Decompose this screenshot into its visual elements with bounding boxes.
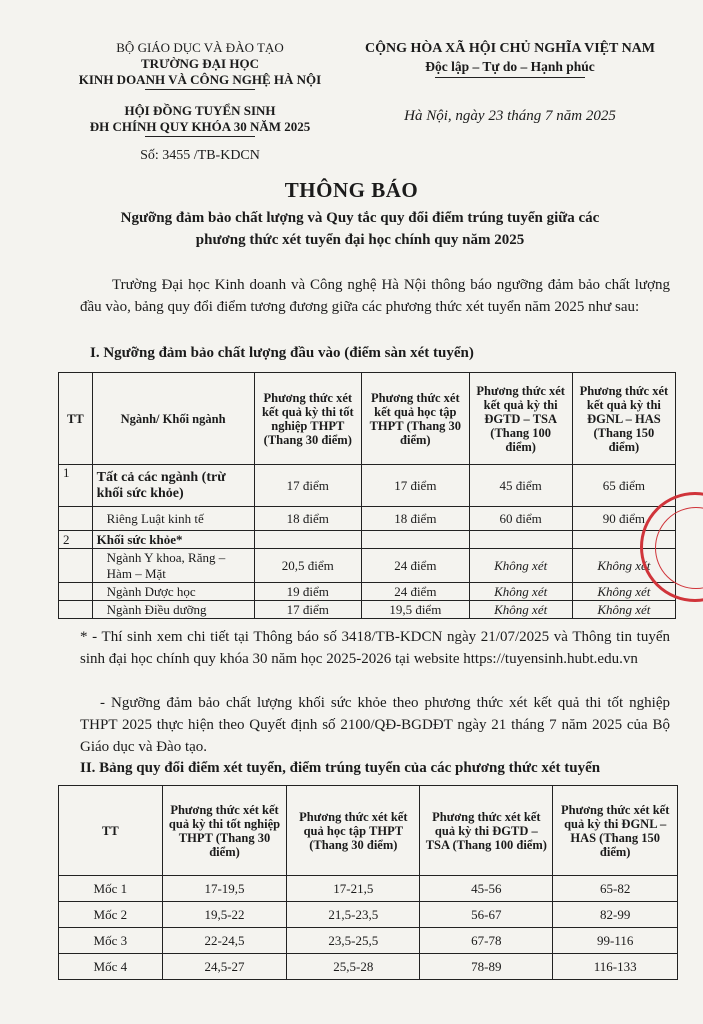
document-title: THÔNG BÁO [284, 178, 419, 202]
cell: 17 điểm [254, 465, 362, 507]
col-header: Phương thức xét kết quả kỳ thi tốt nghiệp THPT (Thang 30 điểm) [254, 373, 362, 465]
table-row [59, 928, 678, 954]
cell: 82-99 [553, 902, 678, 928]
cell: 24,5-27 [162, 954, 287, 980]
col-header: Phương thức xét kết quả kỳ thi ĐGNL – HAS (Thang 150 điểm) [553, 786, 678, 876]
table-row [59, 583, 676, 601]
national-motto: Độc lập – Tự do – Hạnh phúc [425, 59, 595, 74]
table-row [59, 507, 676, 531]
cell: 19,5-22 [162, 902, 287, 928]
cell: Ngành Điều dưỡng [92, 601, 254, 619]
cell: Ngành Dược học [92, 583, 254, 601]
document-number: Số: 3455 /TB-KDCN [140, 148, 260, 163]
cell: 17-21,5 [287, 876, 420, 902]
subtitle-line2: phương thức xét tuyển đại học chính quy năm 2025 [195, 232, 525, 248]
cell [59, 601, 93, 619]
cell: 45 điểm [469, 465, 572, 507]
ministry-name: BỘ GIÁO DỤC VÀ ĐÀO TẠO [116, 40, 284, 55]
cell: 78-89 [420, 954, 553, 980]
cell: Không xét [572, 601, 675, 619]
cell: 56-67 [420, 902, 553, 928]
cell: 45-56 [420, 876, 553, 902]
divider [435, 77, 585, 78]
place-date: Hà Nội, ngày 23 tháng 7 năm 2025 [404, 108, 616, 124]
cell [254, 531, 362, 549]
cell: 25,5-28 [287, 954, 420, 980]
cell: 67-78 [420, 928, 553, 954]
cell: Mốc 2 [59, 902, 163, 928]
table-row [59, 954, 678, 980]
cell: Không xét [469, 583, 572, 601]
cell: 65-82 [553, 876, 678, 902]
divider [145, 89, 255, 90]
cell: 24 điểm [362, 583, 470, 601]
cell: 17 điểm [254, 601, 362, 619]
col-header: Phương thức xét kết quả học tập THPT (Thang 30 điểm) [287, 786, 420, 876]
council-name-line1: HỘI ĐỒNG TUYỂN SINH [124, 103, 276, 118]
cell: 90 điểm [572, 507, 675, 531]
cell: Mốc 3 [59, 928, 163, 954]
cell: 22-24,5 [162, 928, 287, 954]
intro-paragraph: Trường Đại học Kinh doanh và Công nghệ Hà Nội thông báo ngưỡng đảm bảo chất lượng đầu vào, bảng quy đổi điểm tương đương giữa các phương thức xét tuyển năm 2025 như sau: [80, 277, 670, 315]
cell: 19,5 điểm [362, 601, 470, 619]
cell: 99-116 [553, 928, 678, 954]
cell: 1 [59, 465, 93, 507]
cell: 18 điểm [362, 507, 470, 531]
col-header: Phương thức xét kết quả kỳ thi ĐGTD – TSA (Thang 100 điểm) [469, 373, 572, 465]
col-header: TT [59, 786, 163, 876]
cell: 17 điểm [362, 465, 470, 507]
cell: 18 điểm [254, 507, 362, 531]
cell: 20,5 điểm [254, 549, 362, 583]
table-row [59, 601, 676, 619]
table-row [59, 549, 676, 583]
note-health: - Ngưỡng đảm bảo chất lượng khối sức khỏe theo phương thức xét kết quả thi tốt nghiệp THPT 2025 thực hiện theo Quyết định số 2100/QĐ-BGDĐT ngày 21 tháng 7 năm 2025 của Bộ Giáo dục và Đào tạo. [80, 695, 670, 755]
cell: Riêng Luật kinh tế [92, 507, 254, 531]
cell: Không xét [572, 549, 675, 583]
table-header-row [59, 786, 678, 876]
table-row [59, 531, 676, 549]
section2-title: II. Bảng quy đổi điểm xét tuyển, điểm trúng tuyển của các phương thức xét tuyển [80, 760, 601, 776]
cell: 24 điểm [362, 549, 470, 583]
cell [362, 531, 470, 549]
university-name-line1: TRƯỜNG ĐẠI HỌC [141, 56, 259, 71]
document-subtitle [80, 207, 640, 251]
cell [59, 507, 93, 531]
subtitle-line1: Ngưỡng đảm bảo chất lượng và Quy tắc quy đổi điểm trúng tuyển giữa các [120, 210, 600, 226]
cell: Khối sức khỏe* [92, 531, 254, 549]
table-row [59, 876, 678, 902]
cell: 17-19,5 [162, 876, 287, 902]
col-header: Ngành/ Khối ngành [92, 373, 254, 465]
col-header: Phương thức xét kết quả kỳ thi ĐGNL – HAS (Thang 150 điểm) [572, 373, 675, 465]
cell: Tất cả các ngành (trừ khối sức khỏe) [92, 465, 254, 507]
cell: 21,5-23,5 [287, 902, 420, 928]
cell: 19 điểm [254, 583, 362, 601]
conversion-table [58, 785, 678, 980]
cell: Mốc 4 [59, 954, 163, 980]
cell [59, 549, 93, 583]
cell: Không xét [469, 601, 572, 619]
table-row [59, 465, 676, 507]
col-header: Phương thức xét kết quả học tập THPT (Thang 30 điểm) [362, 373, 470, 465]
university-name-line2: KINH DOANH VÀ CÔNG NGHỆ HÀ NỘI [78, 72, 322, 87]
threshold-table [58, 372, 676, 619]
cell: 65 điểm [572, 465, 675, 507]
council-name-line2: ĐH CHÍNH QUY KHÓA 30 NĂM 2025 [89, 119, 311, 134]
cell: 2 [59, 531, 93, 549]
table-header-row [59, 373, 676, 465]
col-header: Phương thức xét kết quả kỳ thi tốt nghiệp THPT (Thang 30 điểm) [162, 786, 287, 876]
col-header: Phương thức xét kết quả kỳ thi ĐGTD – TSA (Thang 100 điểm) [420, 786, 553, 876]
cell: Ngành Y khoa, Răng – Hàm – Mặt [92, 549, 254, 583]
cell: Mốc 1 [59, 876, 163, 902]
cell: Không xét [572, 583, 675, 601]
col-header: TT [59, 373, 93, 465]
cell: 60 điểm [469, 507, 572, 531]
section1-title: I. Ngưỡng đảm bảo chất lượng đầu vào (điểm sàn xét tuyển) [90, 345, 474, 361]
cell: 116-133 [553, 954, 678, 980]
cell: 23,5-25,5 [287, 928, 420, 954]
cell [59, 583, 93, 601]
issuer-block [60, 40, 340, 164]
cell [469, 531, 572, 549]
national-header [330, 40, 690, 125]
divider [145, 136, 255, 137]
table-row [59, 902, 678, 928]
cell: Không xét [469, 549, 572, 583]
country-name: CỘNG HÒA XÃ HỘI CHỦ NGHĨA VIỆT NAM [364, 41, 655, 56]
seal-inner-ring [655, 507, 703, 589]
note-star: * - Thí sinh xem chi tiết tại Thông báo số 3418/TB-KDCN ngày 21/07/2025 và Thông tin tuyển sinh đại học chính quy khóa 30 năm học 2025-2026 tại website https://tuyensinh.hubt.edu.vn [80, 629, 670, 667]
